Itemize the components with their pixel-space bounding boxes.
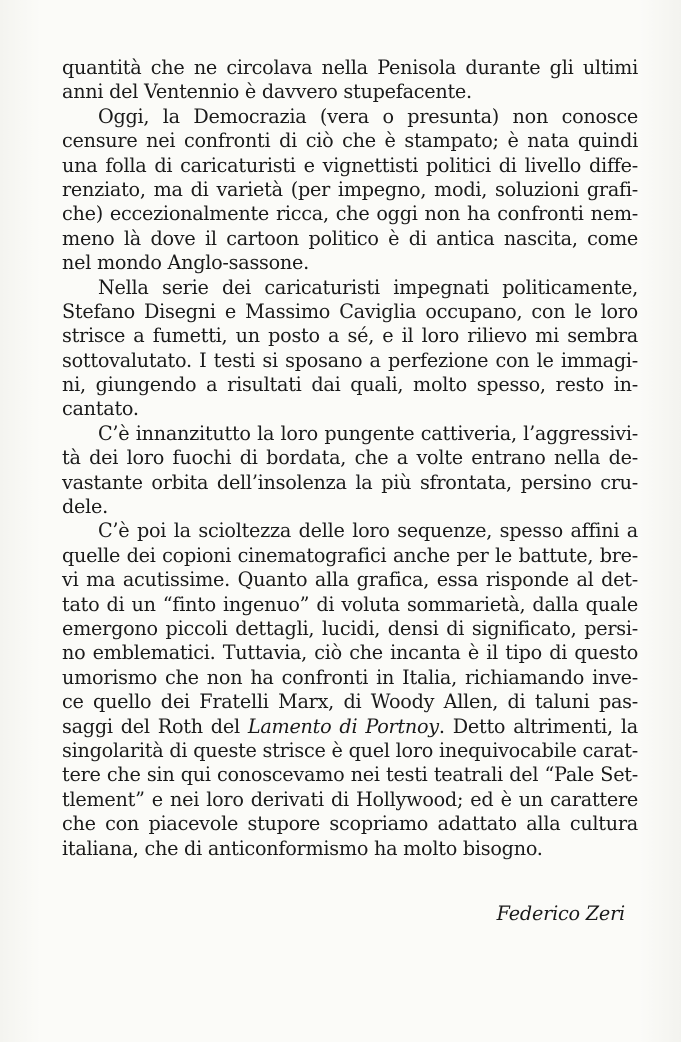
text-line: umorismo che non ha confronti in Italia, richiamando inve- xyxy=(62,665,638,689)
text-line: tlement” e nei loro derivati di Hollywood; ed è un carattere xyxy=(62,787,638,811)
text-line: Stefano Disegni e Massimo Caviglia occupano, con le loro xyxy=(62,299,638,323)
book-title: Lamento di Portnoy xyxy=(247,714,439,738)
text-line: dele. xyxy=(62,495,108,519)
text-line: censure nei confronti di ciò che è stampato; è nata quindi xyxy=(62,129,638,153)
text-line xyxy=(62,715,638,739)
text-line: no emblematici. Tuttavia, ciò che incanta è il tipo di questo xyxy=(62,641,638,665)
text-line: Oggi, la Democrazia (vera o presunta) non conosce xyxy=(98,104,638,128)
text-line: emergono piccoli dettagli, lucidi, densi di significato, persi- xyxy=(62,616,638,640)
text-line: cantato. xyxy=(62,397,139,421)
text-line: una folla di caricaturisti e vignettisti politici di livello diffe- xyxy=(62,153,638,177)
text-line: vi ma acutissime. Quanto alla grafica, essa risponde al det- xyxy=(62,568,638,592)
text-line: che con piacevole stupore scopriamo adattato alla cultura xyxy=(62,812,638,836)
author-signature: Federico Zeri xyxy=(496,902,625,925)
text-segment: . Detto altrimenti, la xyxy=(438,714,638,738)
text-line: quantità che ne circolava nella Penisola durante gli ultimi xyxy=(62,56,638,79)
text-line: singolarità di queste strisce è quel loro inequivocabile carat- xyxy=(62,738,638,762)
text-line: tato di un “finto ingenuo” di voluta sommarietà, dalla quale xyxy=(62,592,638,616)
text-line: quelle dei copioni cinematografici anche per le battute, bre- xyxy=(62,543,638,567)
text-line: che) eccezionalmente ricca, che oggi non ha confronti nem- xyxy=(62,202,638,226)
text-line: nel mondo Anglo-sassone. xyxy=(62,251,309,275)
text-line: tere che sin qui conoscevamo nei testi teatrali del “Pale Set- xyxy=(62,763,638,787)
text-line: C’è innanzitutto la loro pungente cattiveria, l’aggressivi- xyxy=(98,421,638,445)
text-line: vastante orbita dell’insolenza la più sfrontata, persino cru- xyxy=(62,470,638,494)
text-line: C’è poi la scioltezza delle loro sequenze, spesso affini a xyxy=(98,519,638,543)
text-line: ce quello dei Fratelli Marx, di Woody Allen, di taluni pas- xyxy=(62,690,638,714)
essay-text xyxy=(62,56,638,861)
text-line: italiana, che di anticonformismo ha molto bisogno. xyxy=(62,836,543,860)
text-line: anni del Ventennio è davvero stupefacente. xyxy=(62,80,472,104)
text-line: strisce a fumetti, un posto a sé, e il loro rilievo mi sembra xyxy=(62,324,638,348)
text-line: Nella serie dei caricaturisti impegnati politicamente, xyxy=(98,275,638,299)
text-line: renziato, ma di varietà (per impegno, modi, soluzioni grafi- xyxy=(62,177,638,201)
text-segment: saggi del Roth del xyxy=(62,714,248,738)
text-line: sottovalutato. I testi si sposano a perfezione con le immagi- xyxy=(62,348,638,372)
text-line: meno là dove il cartoon politico è di antica nascita, come xyxy=(62,226,638,250)
text-line: ni, giungendo a risultati dai quali, molto spesso, resto in- xyxy=(62,373,638,397)
text-line: tà dei loro fuochi di bordata, che a volte entrano nella de- xyxy=(62,446,638,470)
